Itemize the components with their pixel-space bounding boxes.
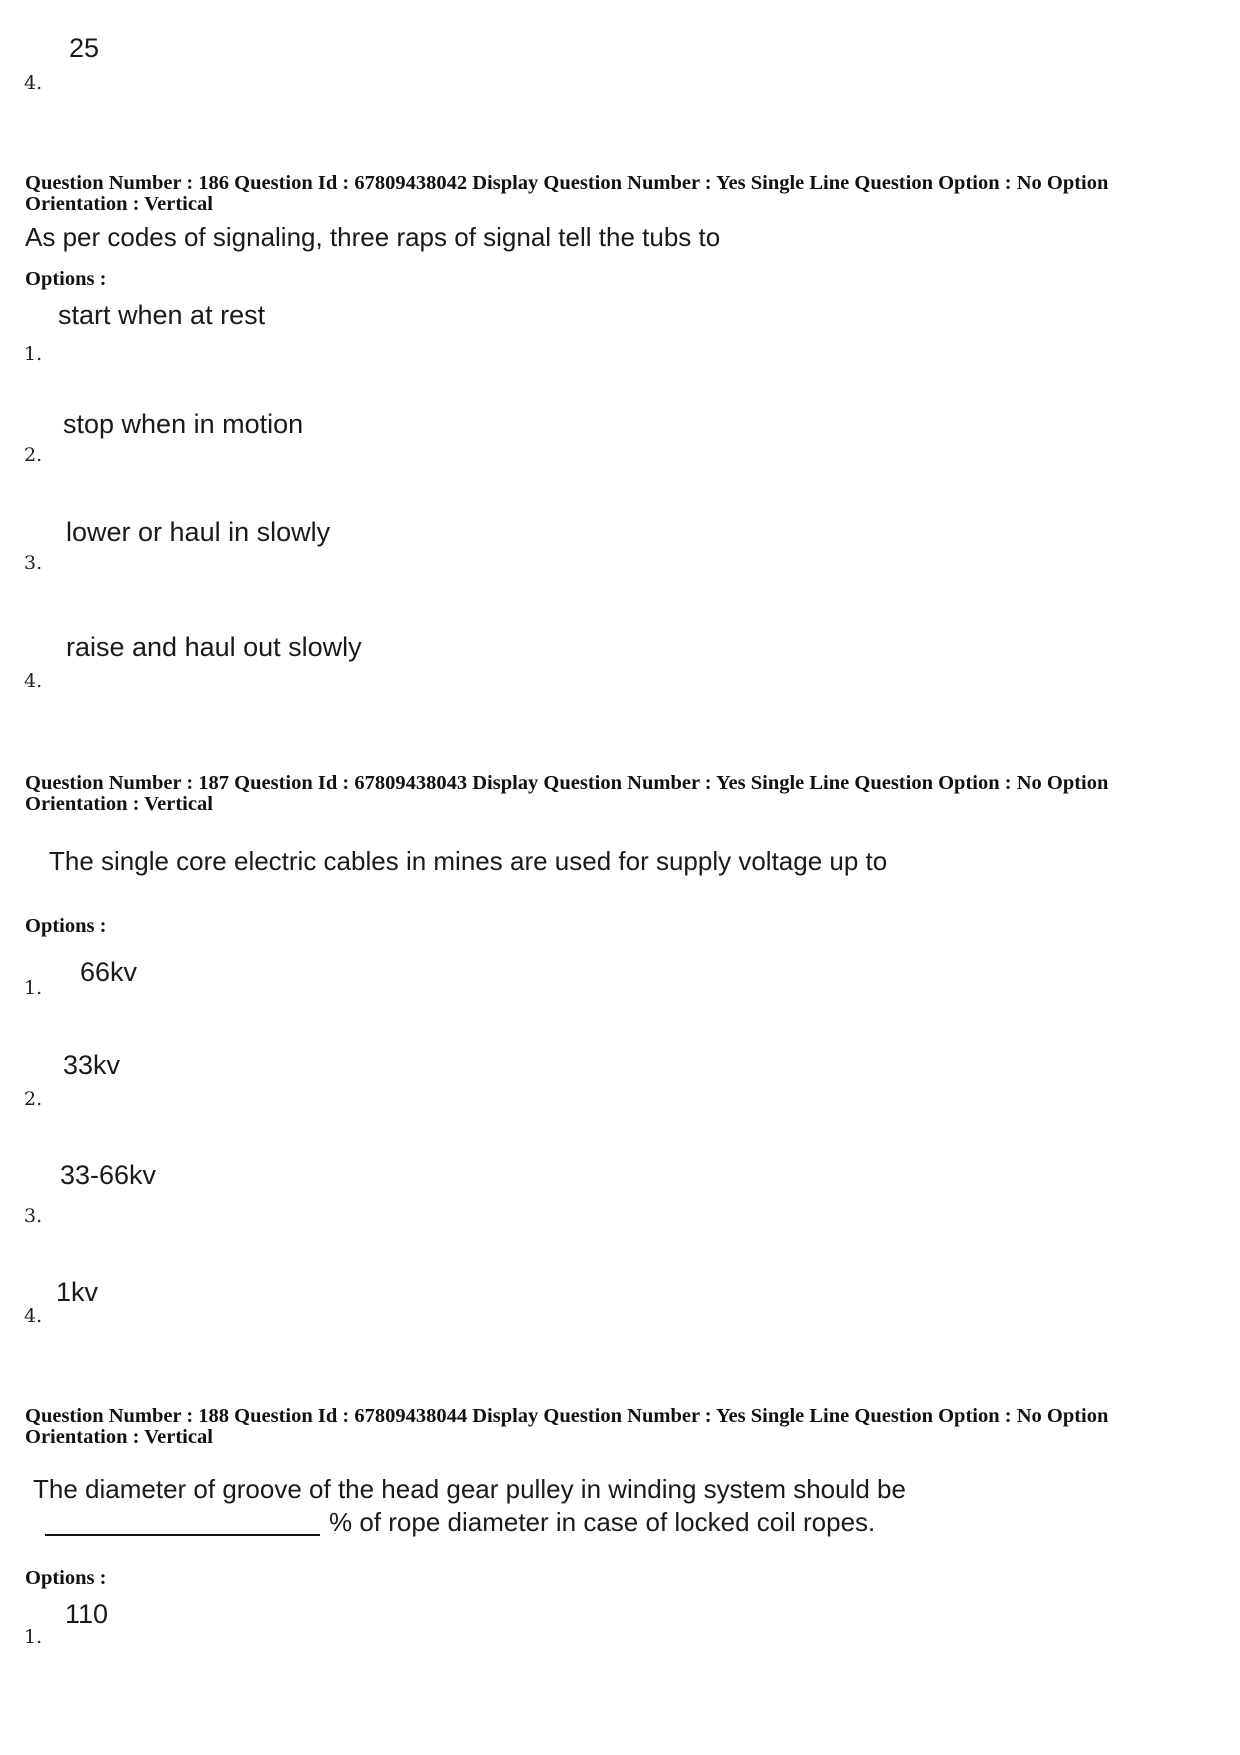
option-number: 1.: [24, 1626, 43, 1648]
option-number: 2.: [24, 444, 43, 466]
question-text-continued: % of rope diameter in case of locked coil ropes.: [329, 1507, 876, 1537]
question-text: As per codes of signaling, three raps of signal tell the tubs to: [25, 222, 721, 252]
option-text: 1kv: [56, 1277, 99, 1307]
option-number: 3.: [24, 1205, 43, 1227]
option-text: raise and haul out slowly: [66, 632, 362, 662]
option-number: 3.: [24, 552, 43, 574]
option-number: 1.: [24, 977, 43, 999]
option-number: 4.: [24, 1305, 43, 1327]
question-text: The diameter of groove of the head gear pulley in winding system should be: [33, 1474, 906, 1504]
question-meta: Question Number : 186 Question Id : 67809438042 Display Question Number : Yes Single Line Question Option : No Option: [25, 172, 1109, 194]
option-text: 33kv: [63, 1050, 121, 1080]
question-meta-orientation: Orientation : Vertical: [25, 193, 213, 215]
option-text: 25: [69, 33, 100, 63]
option-number: 4.: [24, 72, 43, 94]
fill-in-blank: [45, 1534, 320, 1536]
options-label: Options :: [25, 1567, 107, 1589]
option-text: stop when in motion: [63, 409, 304, 439]
question-meta-orientation: Orientation : Vertical: [25, 793, 213, 815]
question-text: The single core electric cables in mines are used for supply voltage up to: [49, 846, 888, 876]
question-meta: Question Number : 188 Question Id : 67809438044 Display Question Number : Yes Single Line Question Option : No Option: [25, 1405, 1109, 1427]
option-text: start when at rest: [58, 300, 266, 330]
option-text: 66kv: [80, 957, 138, 987]
option-number: 4.: [24, 670, 43, 692]
option-text: lower or haul in slowly: [66, 517, 331, 547]
option-number: 1.: [24, 343, 43, 365]
option-number: 2.: [24, 1088, 43, 1110]
question-meta: Question Number : 187 Question Id : 67809438043 Display Question Number : Yes Single Line Question Option : No Option: [25, 772, 1109, 794]
options-label: Options :: [25, 268, 107, 290]
question-meta-orientation: Orientation : Vertical: [25, 1426, 213, 1448]
option-text: 33-66kv: [60, 1160, 157, 1190]
option-text: 110: [65, 1599, 109, 1629]
options-label: Options :: [25, 915, 107, 937]
